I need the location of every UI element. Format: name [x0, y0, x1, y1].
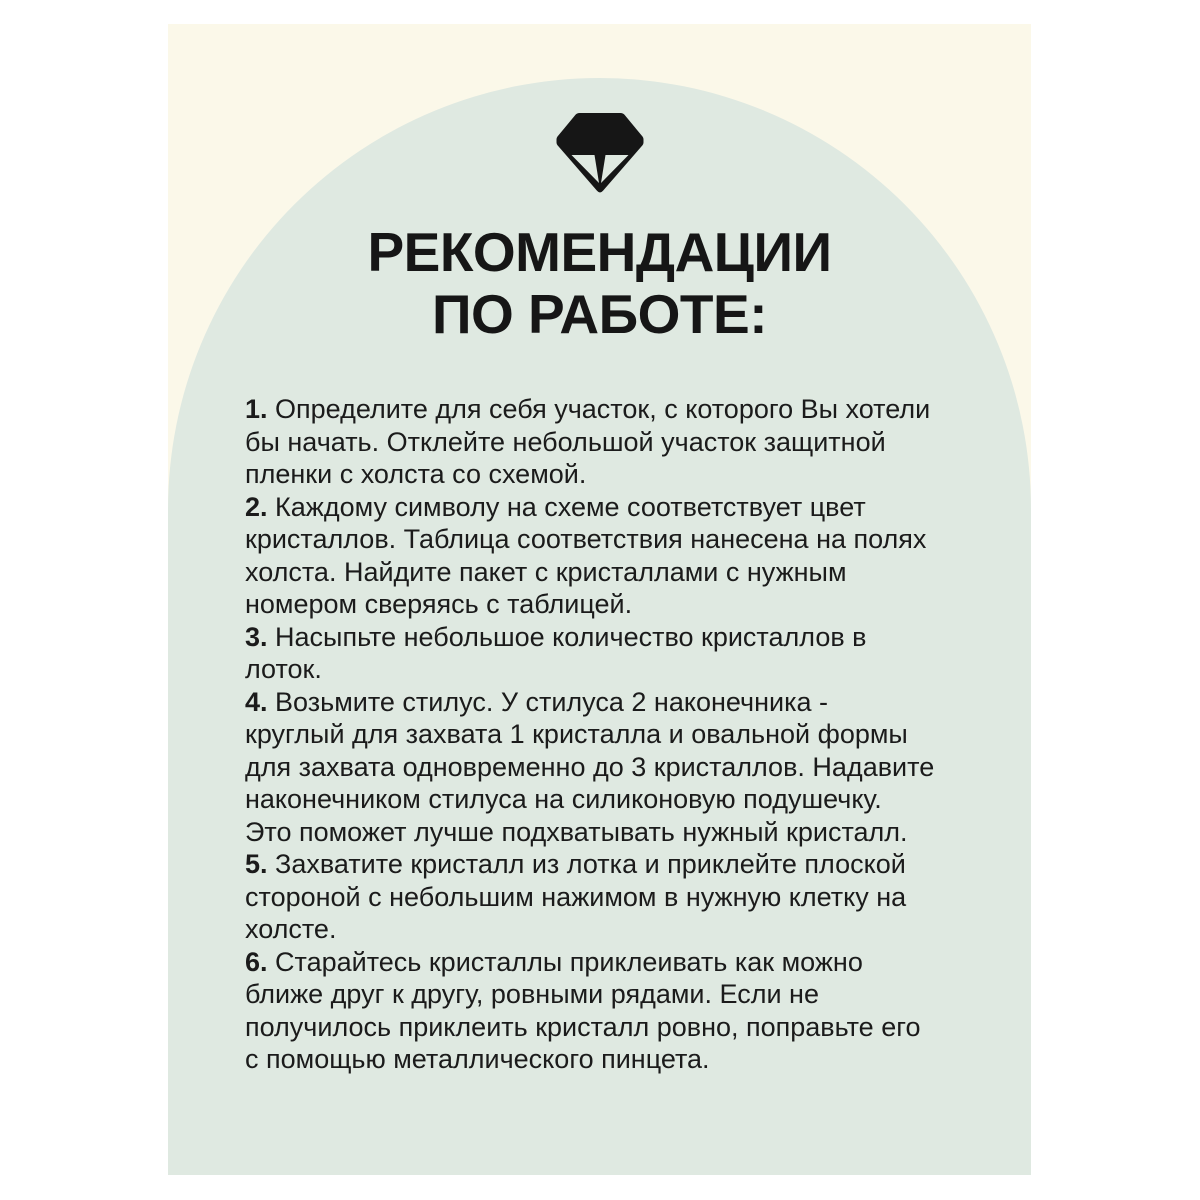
instruction-number: 2. [245, 491, 276, 522]
instruction-line: с помощью металлического пинцета. [245, 1044, 710, 1074]
instruction-line: 3. Насыпьте небольшое количество кристаллов в [245, 621, 867, 652]
instruction-number: 1. [245, 394, 276, 424]
instruction-line: 6. Старайтесь кристаллы приклеивать как можно [245, 946, 863, 977]
title-line-1: РЕКОМЕНДАЦИИ [367, 221, 832, 283]
instruction-line: ближе друг к другу, ровными рядами. Если не [245, 979, 819, 1009]
title-line-2: ПО РАБОТЕ: [431, 283, 768, 345]
instruction-line: 5. Захватите кристалл из лотка и приклейте плоской [245, 849, 906, 879]
instruction-line: кристаллов. Таблица соответствия нанесена на полях [245, 524, 927, 554]
page-title [168, 221, 1031, 345]
instruction-line: для захвата одновременно до 3 кристаллов. Надавите [245, 751, 935, 782]
instruction-line: 1. Определите для себя участок, с которого Вы хотели [245, 394, 931, 424]
instruction-line: получилось приклеить кристалл ровно, поправьте его [245, 1011, 921, 1042]
instruction-number: 6. [245, 946, 276, 977]
instruction-number: 5. [245, 849, 276, 879]
instruction-number: 3. [245, 621, 276, 652]
instruction-line: 2. Каждому символу на схеме соответствует цвет [245, 491, 866, 522]
instruction-line: стороной с небольшим нажимом в нужную клетку на [245, 881, 907, 912]
instruction-line: 4. Возьмите стилус. У стилуса 2 наконечника - [245, 686, 828, 717]
instruction-line: наконечником стилуса на силиконовую подушечку. [245, 784, 882, 814]
instruction-line: холста. Найдите пакет с кристаллами с нужным [245, 556, 847, 587]
instruction-line: бы начать. Отклейте небольшой участок защитной [245, 426, 886, 457]
instruction-number: 4. [245, 686, 276, 717]
instruction-line: холсте. [245, 914, 337, 944]
instructions-list [245, 393, 985, 1076]
instruction-line: номером сверяясь с таблицей. [245, 589, 633, 619]
instruction-line: пленки с холста со схемой. [245, 459, 587, 489]
diamond-gem-icon [554, 113, 645, 193]
instruction-card [168, 24, 1031, 1175]
instruction-line: круглый для захвата 1 кристалла и овальной формы [245, 719, 908, 749]
instruction-line: лоток. [245, 654, 322, 684]
instruction-line: Это поможет лучше подхватывать нужный кристалл. [245, 816, 908, 847]
